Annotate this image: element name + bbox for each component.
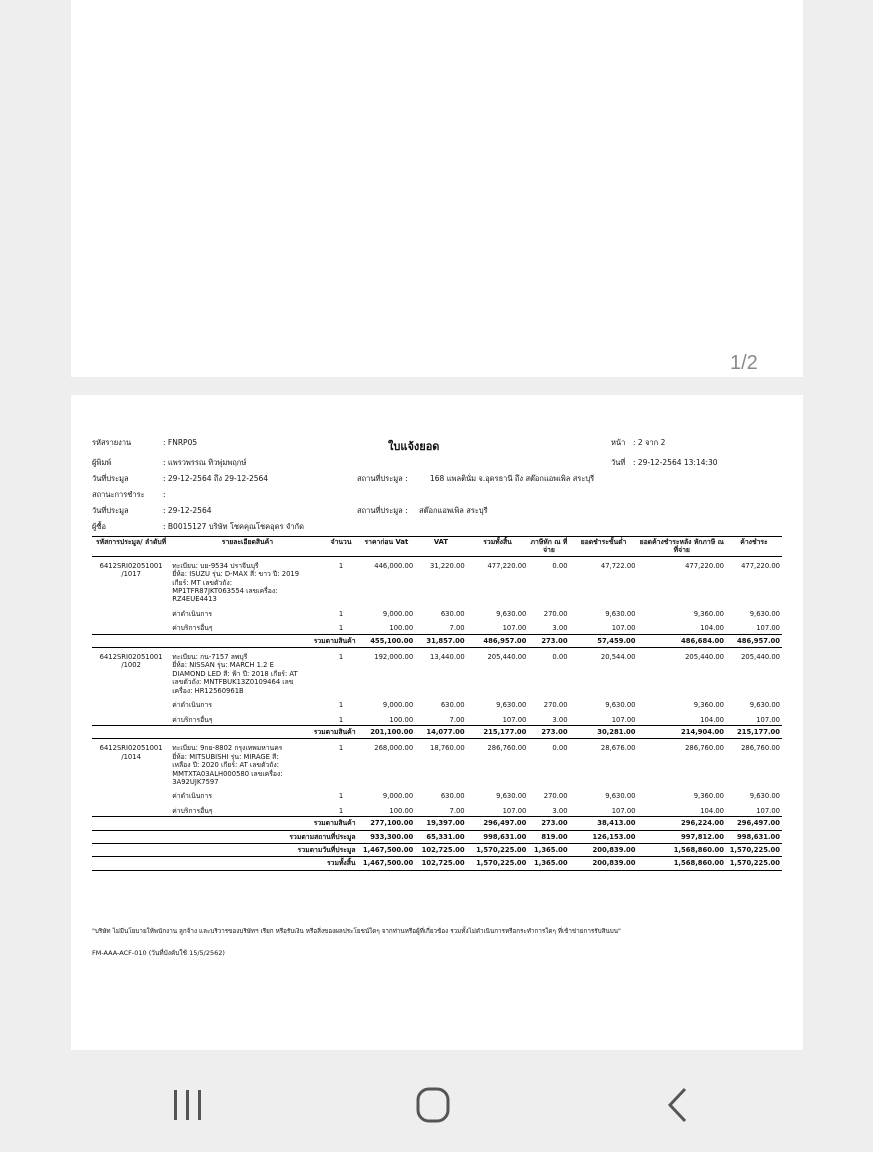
page-label: หน้า <box>611 438 626 447</box>
subtotal-row <box>92 817 782 830</box>
pre-vat: 100.00 <box>389 624 414 633</box>
col-header: รวมทั้งสิ้น <box>467 537 529 557</box>
pre-vat: 100.00 <box>389 806 414 815</box>
table-row <box>92 619 782 634</box>
qty: 1 <box>338 653 344 662</box>
statement-table <box>92 536 782 871</box>
vat: 18,760.00 <box>430 744 465 753</box>
vat: 7.00 <box>449 806 465 815</box>
wht: 1,365.00 <box>528 857 569 870</box>
wht: 273.00 <box>528 634 569 647</box>
outstanding-after: 9,360.00 <box>693 701 725 710</box>
min-pay: 200,839.00 <box>570 843 638 856</box>
col-header: ภาษีหัก ณ ที่จ่าย <box>528 537 569 557</box>
total: 1,570,225.00 <box>467 843 529 856</box>
col-header: ราคาก่อน Vat <box>358 537 416 557</box>
payment-status-label: สถานะการชำระ <box>92 490 145 499</box>
subtotal-label: รวมตามสินค้า <box>170 817 357 830</box>
outstanding: 486,957.00 <box>726 634 782 647</box>
vat: 7.00 <box>449 624 465 633</box>
pre-vat: 9,000.00 <box>382 609 414 618</box>
vat: 19,397.00 <box>415 817 466 830</box>
table-row <box>92 787 782 801</box>
wht: 819.00 <box>528 830 569 843</box>
auction-code: 6412SRI02051001 /1002 <box>99 653 163 670</box>
outstanding: 107.00 <box>756 806 780 815</box>
item-description: ทะเบียน: 9กย-8802 กรุงเทพมหานคร ยี่ห้อ: MITSUBISHI รุ่น: MIRAGE สี: เหลือง ปี: 2020 เกียร์: AT เลขตัวถัง: MMTXTA03ALH000580 เลขเครื่อง: 3A92UJK7597 <box>172 744 283 786</box>
total: 486,957.00 <box>467 634 529 647</box>
min-pay: 107.00 <box>611 715 636 724</box>
outstanding-after: 214,904.00 <box>638 725 727 738</box>
outstanding-after: 1,568,860.00 <box>638 843 727 856</box>
vat: 102,725.00 <box>415 843 466 856</box>
outstanding: 215,177.00 <box>726 725 782 738</box>
qty: 1 <box>338 701 344 710</box>
wht: 273.00 <box>528 817 569 830</box>
min-pay: 30,281.00 <box>570 725 638 738</box>
outstanding-after: 296,224.00 <box>638 817 727 830</box>
venue-label: สถานที่ประมูล : <box>357 474 408 483</box>
min-pay: 38,413.00 <box>570 817 638 830</box>
pre-vat: 446,000.00 <box>374 561 414 570</box>
total: 9,630.00 <box>496 792 527 801</box>
table-row <box>92 696 782 710</box>
col-header: ยอดชำระขั้นต่ำ <box>570 537 638 557</box>
page-value: : 2 จาก 2 <box>633 438 666 447</box>
pre-vat: 1,467,500.00 <box>358 857 416 870</box>
pre-vat: 9,000.00 <box>382 701 414 710</box>
vat: 630.00 <box>440 792 465 801</box>
auction-code: 6412SRI02051001 /1014 <box>99 744 163 761</box>
min-pay: 107.00 <box>611 624 636 633</box>
outstanding: 286,760.00 <box>741 744 780 753</box>
outstanding-after: 205,440.00 <box>685 653 725 662</box>
wht: 3.00 <box>552 624 568 633</box>
venue2-label: สถานที่ประมูล : <box>357 506 408 515</box>
auction-date2: : 29-12-2564 <box>163 506 212 515</box>
qty: 1 <box>338 624 344 633</box>
min-pay: 107.00 <box>611 806 636 815</box>
min-pay: 28,676.00 <box>600 744 636 753</box>
navigation-bar <box>0 1050 873 1152</box>
wht: 270.00 <box>543 701 568 710</box>
auction-date: : 29-12-2564 ถึง 29-12-2564 <box>163 474 269 483</box>
page-indicator: 1/2 <box>730 352 758 374</box>
pre-vat: 933,300.00 <box>358 830 416 843</box>
qty: 1 <box>338 806 344 815</box>
outstanding: 296,497.00 <box>726 817 782 830</box>
vat: 31,857.00 <box>415 634 466 647</box>
date-label: วันที่ <box>611 458 626 467</box>
outstanding-after: 1,568,860.00 <box>638 857 727 870</box>
total: 998,631.00 <box>467 830 529 843</box>
wht: 3.00 <box>552 715 568 724</box>
outstanding-after: 9,360.00 <box>693 609 725 618</box>
pre-vat: 277,100.00 <box>358 817 416 830</box>
fee-description: ค่าดำเนินการ <box>172 609 213 618</box>
outstanding-after: 104.00 <box>700 715 725 724</box>
table-row <box>92 711 782 726</box>
subtotal-label: รวมตามสินค้า <box>170 634 357 647</box>
total: 477,220.00 <box>487 561 527 570</box>
pre-vat: 100.00 <box>389 715 414 724</box>
wht: 270.00 <box>543 609 568 618</box>
buyer-label: ผู้ซื้อ <box>92 522 106 531</box>
recents-icon <box>158 1085 218 1125</box>
pre-vat: 455,100.00 <box>358 634 416 647</box>
wht: 0.00 <box>552 744 568 753</box>
back-button[interactable] <box>648 1085 708 1125</box>
grand-total-row <box>92 830 782 843</box>
fee-description: ค่าบริการอื่นๆ <box>172 624 213 633</box>
grand-total-label: รวมตามวันที่ประมูล <box>92 843 358 856</box>
vat: 630.00 <box>440 701 465 710</box>
table-header <box>92 537 782 557</box>
grand-total-row <box>92 857 782 870</box>
total: 9,630.00 <box>496 701 527 710</box>
payment-status: : <box>163 490 166 499</box>
auction-date-label: วันที่ประมูล <box>92 474 129 483</box>
total: 205,440.00 <box>487 653 527 662</box>
min-pay: 47,722.00 <box>600 561 636 570</box>
outstanding: 9,630.00 <box>749 701 780 710</box>
footnote: "บริษัท ไม่มีนโยบายให้พนักงาน ลูกจ้าง และบริวารของบริษัทฯ เรียก หรือรับเงิน หรือสิ่งของผลประโยชน์ใดๆ จากท่านหรือผู้ที่เกี่ยวข้อง รวมทั้งไม่ดำเนินการหรือกระทำการใดๆ ที่เข้าข่ายการรับสินบน" <box>92 928 621 935</box>
outstanding: 205,440.00 <box>741 653 780 662</box>
grand-total-row <box>92 843 782 856</box>
outstanding-after: 104.00 <box>700 806 725 815</box>
wht: 3.00 <box>552 806 568 815</box>
qty: 1 <box>338 715 344 724</box>
wht: 0.00 <box>552 653 568 662</box>
min-pay: 9,630.00 <box>605 701 636 710</box>
min-pay: 9,630.00 <box>605 792 636 801</box>
fee-description: ค่าดำเนินการ <box>172 792 213 801</box>
grand-total-label: รวมตามสถานที่ประมูล <box>92 830 358 843</box>
subtotal-label: รวมตามสินค้า <box>170 725 357 738</box>
subtotal-row <box>92 634 782 647</box>
outstanding: 9,630.00 <box>749 792 780 801</box>
col-header: ค้างชำระ <box>726 537 782 557</box>
vat: 13,440.00 <box>430 653 465 662</box>
pre-vat: 192,000.00 <box>374 653 414 662</box>
qty: 1 <box>338 609 344 618</box>
vat: 65,331.00 <box>415 830 466 843</box>
vat: 14,077.00 <box>415 725 466 738</box>
home-button[interactable] <box>403 1085 463 1125</box>
pre-vat: 9,000.00 <box>382 792 414 801</box>
form-code: FM-AAA-ACF-010 (วันที่บังคับใช้ 15/5/2562) <box>92 949 225 957</box>
document-title: ใบแจ้งยอด <box>388 440 440 453</box>
fee-description: ค่าบริการอื่นๆ <box>172 806 213 815</box>
outstanding: 9,630.00 <box>749 609 780 618</box>
fee-description: ค่าดำเนินการ <box>172 701 213 710</box>
item-description: ทะเบียน: กน-7157 ลพบุรี ยี่ห้อ: NISSAN รุ่น: MARCH 1.2 E DIAMOND LED สี: ฟ้า ปี: 2018 เกียร์: AT เลขตัวถัง: MNTFBUK13Z0109464 เลข เครื่อง: HR12560961B <box>172 653 298 695</box>
printer-label: ผู้พิมพ์ <box>92 458 112 467</box>
date-value: : 29-12-2564 13:14:30 <box>633 458 718 467</box>
outstanding: 477,220.00 <box>741 561 780 570</box>
printer: : แพรวพรรณ ทิวพุ่มพฤกษ์ <box>163 458 247 467</box>
pdf-page-1 <box>71 0 803 377</box>
item-description: ทะเบียน: บย-9534 ปราจีนบุรี ยี่ห้อ: ISUZU รุ่น: D-MAX สี: ขาว ปี: 2019 เกียร์: MT เลขตัวถัง: MP1TFR87JKT063554 เลขเครื่อง: RZ4EUE4413 <box>172 561 300 604</box>
outstanding-after: 9,360.00 <box>693 792 725 801</box>
pre-vat: 1,467,500.00 <box>358 843 416 856</box>
report-code: : FNRP05 <box>163 438 198 447</box>
wht: 270.00 <box>543 792 568 801</box>
grand-total-label: รวมทั้งสิ้น <box>92 857 358 870</box>
total: 9,630.00 <box>496 609 527 618</box>
vat: 102,725.00 <box>415 857 466 870</box>
outstanding: 107.00 <box>756 624 780 633</box>
qty: 1 <box>338 561 344 570</box>
auction-code: 6412SRI02051001 /1017 <box>99 561 163 579</box>
total: 296,497.00 <box>467 817 529 830</box>
pre-vat: 268,000.00 <box>374 744 414 753</box>
table-row <box>92 802 782 817</box>
fee-description: ค่าบริการอื่นๆ <box>172 715 213 724</box>
wht: 273.00 <box>528 725 569 738</box>
col-header: ยอดค้างชำระหลัง หักภาษี ณ ที่จ่าย <box>638 537 727 557</box>
outstanding-after: 104.00 <box>700 624 725 633</box>
total: 107.00 <box>502 715 527 724</box>
total: 215,177.00 <box>467 725 529 738</box>
buyer: : B0015127 บริษัท โชคคุณโชคอุดร จำกัด <box>163 522 304 531</box>
col-header: รหัสการประมูล/ ลำดับที่ <box>92 537 170 557</box>
outstanding-after: 286,760.00 <box>685 744 725 753</box>
table-row <box>92 739 782 788</box>
pdf-page-2 <box>71 395 803 1050</box>
table-row <box>92 605 782 619</box>
min-pay: 9,630.00 <box>605 609 636 618</box>
min-pay: 200,839.00 <box>570 857 638 870</box>
recents-button[interactable] <box>158 1085 218 1125</box>
min-pay: 20,544.00 <box>600 653 636 662</box>
qty: 1 <box>338 792 344 801</box>
pre-vat: 201,100.00 <box>358 725 416 738</box>
col-header: VAT <box>415 537 466 557</box>
total: 107.00 <box>502 624 527 633</box>
wht: 1,365.00 <box>528 843 569 856</box>
vat: 630.00 <box>440 609 465 618</box>
report-code-label: รหัสรายงาน <box>92 438 132 447</box>
col-header: รายละเอียดสินค้า <box>170 537 324 557</box>
vat: 31,220.00 <box>430 561 465 570</box>
vat: 7.00 <box>449 715 465 724</box>
back-icon <box>648 1085 708 1125</box>
wht: 0.00 <box>552 561 568 570</box>
subtotal-row <box>92 725 782 738</box>
table-row <box>92 556 782 605</box>
auction-date2-label: วันที่ประมูล <box>92 506 129 515</box>
min-pay: 57,459.00 <box>570 634 638 647</box>
total: 107.00 <box>502 806 527 815</box>
home-icon <box>403 1085 463 1125</box>
outstanding-after: 997,812.00 <box>638 830 727 843</box>
outstanding: 107.00 <box>756 715 780 724</box>
min-pay: 126,153.00 <box>570 830 638 843</box>
outstanding: 1,570,225.00 <box>726 857 782 870</box>
total: 286,760.00 <box>487 744 527 753</box>
outstanding: 1,570,225.00 <box>726 843 782 856</box>
venue: 168 แพลตินั่ม จ.อุดรธานี ถึง สต๊อกแอพเพิล สระบุรี <box>430 474 595 483</box>
col-header: จำนวน <box>325 537 358 557</box>
table-row <box>92 648 782 697</box>
total: 1,570,225.00 <box>467 857 529 870</box>
outstanding-after: 477,220.00 <box>685 561 725 570</box>
outstanding-after: 486,684.00 <box>638 634 727 647</box>
outstanding: 998,631.00 <box>726 830 782 843</box>
venue2: สต๊อกแอพเพิล สระบุรี <box>419 506 488 515</box>
qty: 1 <box>338 744 344 753</box>
